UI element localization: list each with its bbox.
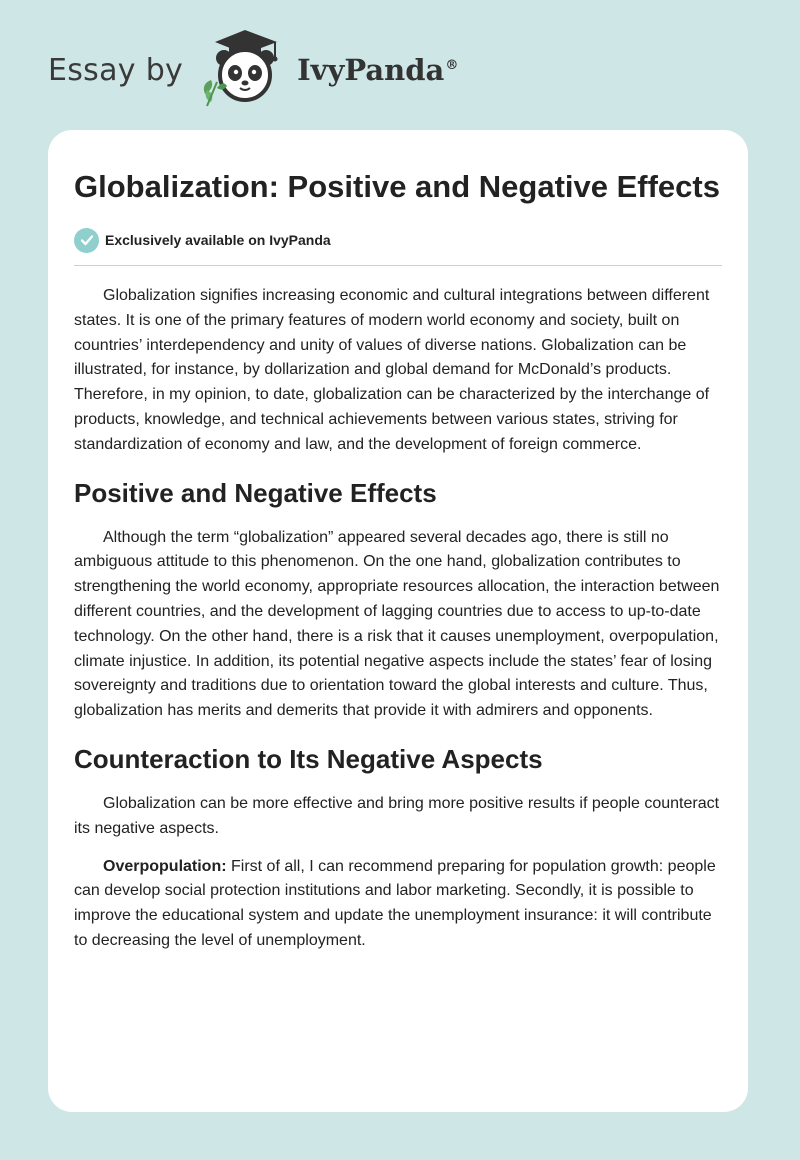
check-circle-icon: [74, 228, 99, 253]
section-heading-counteraction: Counteraction to Its Negative Aspects: [74, 743, 543, 774]
registered-mark: ®: [445, 58, 459, 74]
page-title: Globalization: Positive and Negative Effects: [74, 169, 720, 204]
brand-header[interactable]: [48, 30, 458, 110]
divider: [74, 265, 722, 266]
brand-name-text: IvyPanda: [297, 53, 445, 87]
brand-name: [297, 53, 458, 87]
overpopulation-label: Overpopulation:: [103, 857, 227, 875]
effects-paragraph: Although the term “globalization” appeared several decades ago, there is still no ambiguous attitude to this phenomenon. On the one hand, globalization contributes to strengthening the world economy, appropriate resources allocation, the interaction between different countries, and the development of lagging countries due to access to up-to-date technology. On the other hand, there is a risk that it causes unemployment, overpopulation, climate injustice. In addition, its potential negative aspects include the states’ fear of losing sovereignty and traditions due to orientation toward the global interests and culture. Thus, globalization has merits and demerits that provide it with admirers and opponents.: [74, 528, 720, 720]
panda-graduate-logo-icon: [197, 28, 293, 113]
exclusive-badge: [74, 227, 722, 253]
section-heading-effects: Positive and Negative Effects: [74, 477, 437, 508]
counteraction-paragraph: Globalization can be more effective and bring more positive results if people counteract its negative aspects.: [74, 794, 720, 837]
exclusive-label: Exclusively available on IvyPanda: [105, 232, 331, 248]
overpopulation-paragraph: [74, 855, 722, 954]
brand-prefix: Essay by: [48, 52, 184, 88]
intro-paragraph: Globalization signifies increasing economic and cultural integrations between different states. It is one of the primary features of modern world economy and society, built on countries’ interdependency and unity of values of diverse nations. Globalization can be illustrated, for instance, by dollarization and global demand for McDonald’s products. Therefore, in my opinion, to date, globalization can be characterized by the interchange of products, knowledge, and technical achievements between various states, striving for standardization of economy and law, and the development of foreign commerce.: [74, 287, 710, 453]
overpopulation-text: First of all, I can recommend preparing for population growth: people can develop social protection institutions and labor marketing. Secondly, it is possible to improve the educational system and update the unemployment insurance: it will contribute to decreasing the level of unemployment.: [74, 857, 716, 949]
essay-card: [48, 130, 748, 1112]
